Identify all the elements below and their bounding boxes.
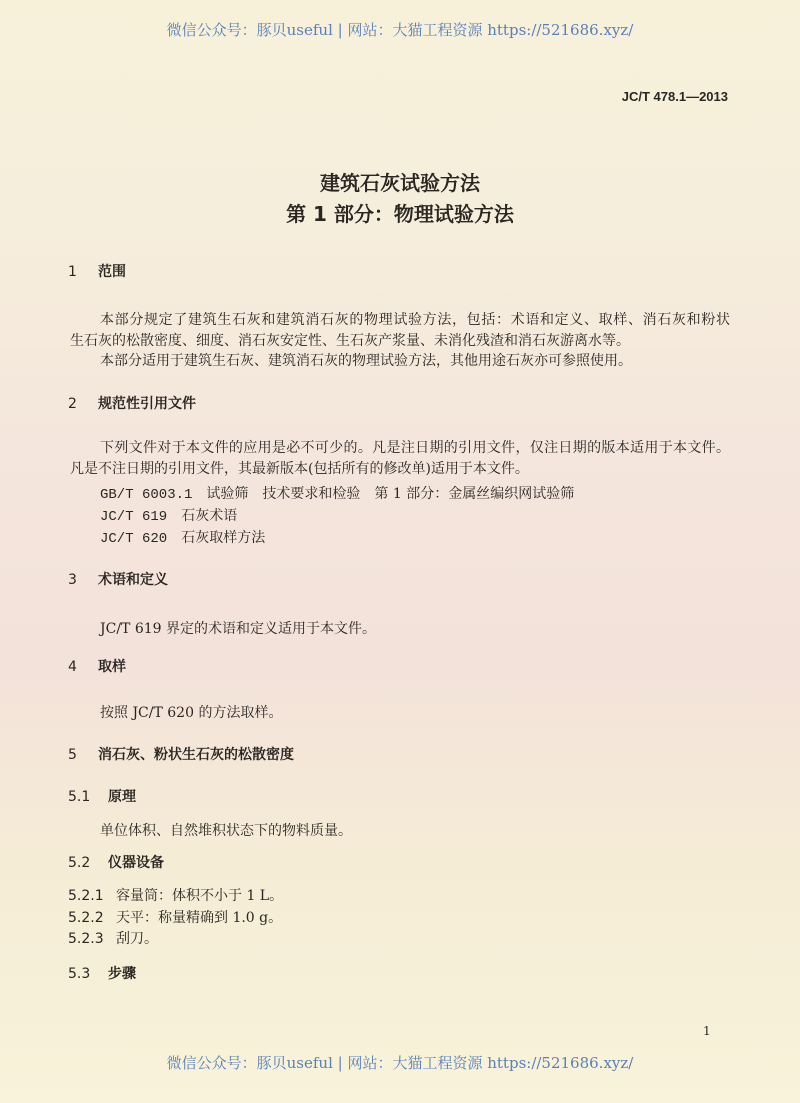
section-2-paragraph-a: 下列文件对于本文件的应用是必不可少的。凡是注日期的引用文件，仅注日期的版本适用于本文件。 (100, 440, 730, 456)
section-2-paragraph-b: 凡是不注日期的引用文件，其最新版本(包括所有的修改单)适用于本文件。 (70, 461, 529, 477)
section-5-1-paragraph: 单位体积、自然堆积状态下的物料质量。 (100, 823, 352, 839)
reference-item: JC/T 619 石灰术语 (100, 508, 238, 525)
watermark-top: 微信公众号：豚贝useful | 网站：大猫工程资源 https://521686.xyz/ (166, 21, 634, 39)
section-1-paragraph-2: 本部分适用于建筑生石灰、建筑消石灰的物理试验方法，其他用途石灰亦可参照使用。 (100, 353, 632, 369)
section-1-paragraph-1b: 生石灰的松散密度、细度、消石灰安定性、生石灰产浆量、未消化残渣和消石灰游离水等。 (70, 333, 630, 349)
section-2-heading: 2 规范性引用文件 (68, 396, 196, 412)
document-title: 建筑石灰试验方法 (320, 171, 480, 195)
section-3-heading: 3 术语和定义 (68, 572, 168, 588)
standard-number: JC/T 478.1—2013 (621, 89, 728, 104)
page-number: 1 (703, 1024, 711, 1038)
equipment-item: 5.2.2 天平：称量精确到 1.0 g。 (68, 910, 283, 926)
section-1-paragraph-1a: 本部分规定了建筑生石灰和建筑消石灰的物理试验方法，包括：术语和定义、取样、消石灰和粉状 (100, 312, 730, 328)
reference-item: JC/T 620 石灰取样方法 (100, 530, 266, 547)
equipment-item: 5.2.1 容量筒：体积不小于 1 L。 (68, 888, 284, 904)
section-3-paragraph: JC/T 619 界定的术语和定义适用于本文件。 (100, 621, 377, 637)
section-5-heading: 5 消石灰、粉状生石灰的松散密度 (68, 747, 294, 763)
section-4-heading: 4 取样 (68, 659, 126, 675)
reference-item: GB/T 6003.1 试验筛 技术要求和检验 第 1 部分：金属丝编织网试验筛 (100, 486, 575, 503)
section-4-paragraph: 按照 JC/T 620 的方法取样。 (100, 705, 283, 721)
equipment-item: 5.2.3 刮刀。 (68, 931, 158, 947)
document-subtitle: 第 1 部分：物理试验方法 (286, 202, 514, 226)
section-5-1-heading: 5.1 原理 (68, 789, 136, 805)
section-5-3-heading: 5.3 步骤 (68, 966, 136, 982)
section-5-2-heading: 5.2 仪器设备 (68, 855, 164, 871)
section-1-heading: 1 范围 (68, 264, 126, 280)
watermark-bottom: 微信公众号：豚贝useful | 网站：大猫工程资源 https://521686.xyz/ (166, 1054, 634, 1072)
